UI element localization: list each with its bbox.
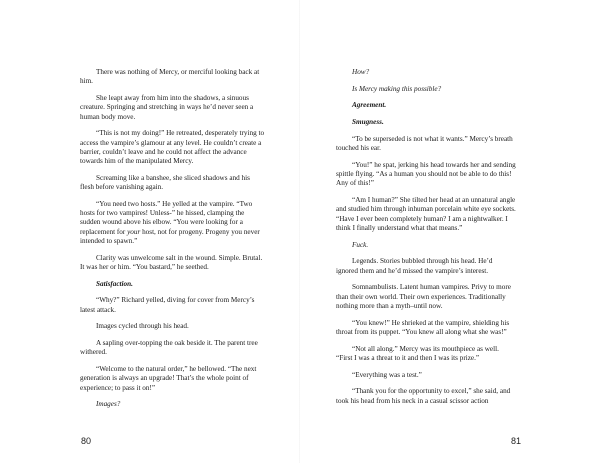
- paragraph-thought: Is Mercy making this possible?: [352, 84, 442, 93]
- paragraph: A sapling over-topping the oak beside it. The parent tree withered.: [80, 339, 258, 357]
- right-page-text-column: [336, 68, 516, 413]
- page-number-left: 80: [81, 436, 92, 446]
- paragraph: Screaming like a banshee, she sliced shadows and his flesh before vanishing again.: [80, 173, 250, 192]
- paragraph-emphasis: Satisfaction.: [96, 279, 133, 288]
- right-page: [300, 0, 600, 463]
- paragraph-thought: Fuck.: [352, 240, 369, 249]
- page-number-right: 81: [511, 436, 522, 446]
- paragraph: “Not all along.” Mercy was its mouthpiece as well. “First I was a threat to it and then I was its prize.”: [336, 344, 499, 362]
- paragraph-text-a: “You need two hosts.” He yelled at the vampire. “Two hosts for two vampires! Unless-” he hissed, clamping the sudden wound above his elbow. “You were looking for a replacement for: [80, 199, 253, 236]
- paragraph: She leapt away from him into the shadows, a sinuous creature. Springing and stretching in ways he’d never seen a human body move.: [80, 93, 254, 121]
- paragraph: “Everything was a test.”: [352, 370, 422, 379]
- paragraph-thought: Images?: [96, 400, 121, 409]
- paragraph-text-em: your: [127, 227, 141, 236]
- paragraph: “To be superseded is not what it wants.” Mercy’s breath touched his ear.: [336, 134, 513, 153]
- paragraph: “Why?” Richard yelled, diving for cover from Mercy’s latest attack.: [80, 296, 255, 314]
- paragraph: “Am I human?” She tilted her head at an unnatural angle and studied him through inhuman porcelain white eye sockets. “Have I ever been completely human? I am a nightwalker. I think I finally understand what that means.”: [336, 196, 516, 232]
- paragraph: “This is not my doing!” He retreated, desperately trying to access the vampire’s glamour at any level. He couldn’t create a barrier, couldn’t leave and he could not affect the advance towards him of the manipulated Mercy.: [80, 129, 265, 166]
- paragraph-emphasis: Agreement.: [352, 101, 387, 110]
- paragraph-emphasis: Smugness.: [352, 118, 384, 127]
- paragraph: “You knew!” He shrieked at the vampire, shielding his throat from its puppet. “You knew all along what she was!”: [336, 318, 510, 336]
- paragraph: Clarity was unwelcome salt in the wound. Simple. Brutal. It was her or him. “You bastard,” he seethed.: [80, 253, 263, 271]
- paragraph-text-b: host, not for progeny. Progeny you never intended to spawn.”: [80, 227, 260, 246]
- paragraph: There was nothing of Mercy, or merciful looking back at him.: [80, 68, 260, 86]
- paragraph: Somnambulists. Latent human vampires. Privy to more than their own world. Their own experiences. Traditionally nothing more than a myth–until now.: [336, 283, 511, 310]
- paragraph: “Thank you for the opportunity to excel,” she said, and took his head from his neck in a casual scissor action: [336, 387, 511, 405]
- paragraph: “You!” he spat, jerking his head towards her and sending spittle flying. “As a human you should not be able to do this! Any of this!”: [336, 160, 516, 188]
- paragraph: Images cycled through his head.: [96, 322, 189, 331]
- paragraph-thought: How?: [352, 68, 370, 76]
- paragraph: [80, 200, 265, 246]
- left-page-text-column: [80, 68, 265, 417]
- paragraph: Legends. Stories bubbled through his head. He’d ignored them and he’d missed the vampire’s interest.: [336, 257, 493, 275]
- paragraph: “Welcome to the natural order,” he bellowed. “The next generation is always an upgrade! That’s the whole point of experience; to pass it on!”: [80, 365, 257, 392]
